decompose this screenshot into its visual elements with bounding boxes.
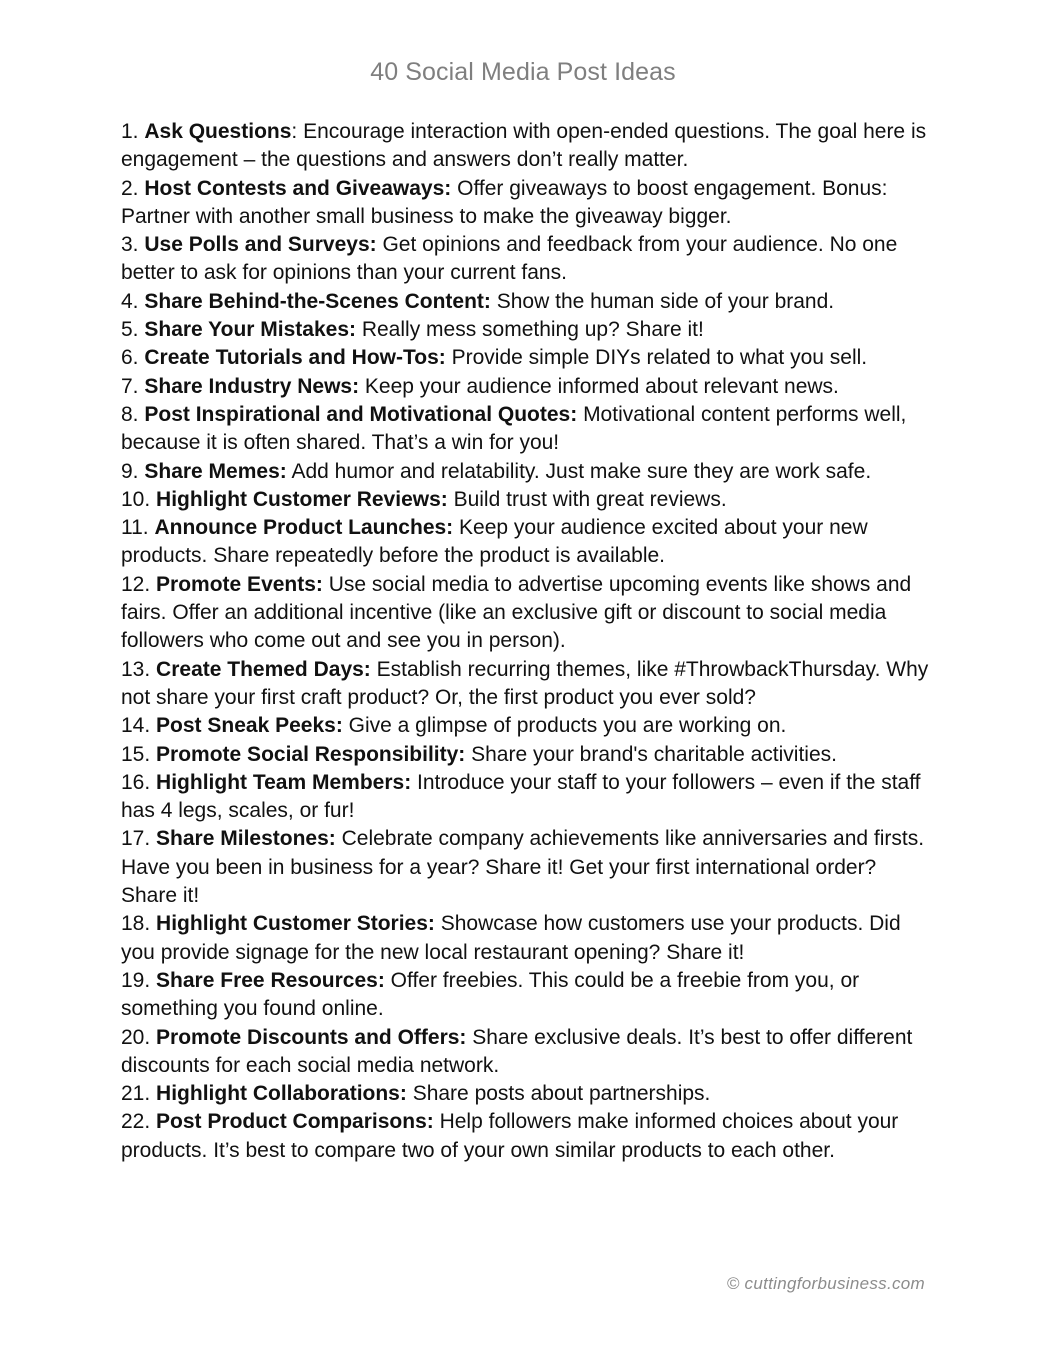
- item-heading: Share Industry News:: [144, 374, 360, 398]
- item-text: Get opinions and feedback from your audience. No one better to ask for opinions than your current fans.: [121, 233, 898, 285]
- item-heading: Announce Product Launches:: [154, 516, 454, 540]
- item-heading: Host Contests and Giveaways:: [144, 176, 452, 200]
- list-item: [121, 401, 931, 458]
- item-text: Introduce your staff to your followers – even if the staff has 4 legs, scales, or fur!: [121, 770, 921, 823]
- item-text: Give a glimpse of products you are working on.: [342, 714, 787, 738]
- list-item: [121, 571, 931, 656]
- list-item: [121, 118, 931, 175]
- item-text: Offer freebies. This could be a freebie from you, or something you found online.: [121, 968, 860, 1021]
- item-heading: Share Milestones:: [156, 827, 336, 851]
- list-item: [121, 175, 931, 232]
- item-text: Encourage interaction with open-ended questions. The goal here is engagement – the questions and answers don’t really matter.: [121, 120, 927, 172]
- item-number: 4.: [121, 289, 139, 313]
- item-text: Offer giveaways to boost engagement. Bonus: Partner with another small business to make the giveaway bigger.: [121, 176, 888, 228]
- list-item: [121, 656, 931, 713]
- item-number: 11.: [121, 516, 149, 540]
- item-heading: Promote Events:: [156, 572, 323, 596]
- list-item: [121, 967, 931, 1024]
- item-heading: Post Sneak Peeks:: [156, 714, 343, 738]
- list-item: [121, 712, 931, 740]
- copyright-footer: © cuttingforbusiness.com: [726, 1274, 925, 1293]
- item-text: Help followers make informed choices about your products. It’s best to compare two of your own similar products to each other.: [121, 1110, 899, 1162]
- item-heading: Share Free Resources:: [156, 968, 385, 992]
- item-number: 16.: [121, 770, 151, 794]
- item-text: Use social media to advertise upcoming events like shows and fairs. Offer an additional incentive (like an exclusive gift or discount to social media followers who come out and see you in person).: [121, 572, 912, 653]
- item-number: 7.: [121, 374, 139, 398]
- list-item: [121, 231, 931, 288]
- item-text: Establish recurring themes, like #ThrowbackThursday. Why not share your first craft product? Or, the first product you ever sold?: [121, 657, 929, 709]
- item-number: 8.: [121, 402, 139, 426]
- item-number: 9.: [121, 459, 139, 483]
- page-title: 40 Social Media Post Ideas: [370, 58, 676, 86]
- item-number: 3.: [121, 233, 139, 257]
- item-number: 17.: [121, 827, 151, 851]
- item-number: 10.: [121, 487, 151, 511]
- item-heading: Share Behind-the-Scenes Content:: [144, 289, 491, 313]
- list-item: [121, 486, 931, 514]
- item-heading: Create Tutorials and How-Tos:: [144, 346, 446, 370]
- item-number: 15.: [121, 742, 151, 766]
- item-heading: Promote Discounts and Offers:: [156, 1025, 467, 1049]
- item-heading: Post Product Comparisons:: [156, 1110, 434, 1134]
- list-item: [121, 1024, 931, 1081]
- item-text: Share your brand's charitable activities.: [465, 742, 837, 766]
- item-text: Show the human side of your brand.: [490, 289, 835, 313]
- item-number: 1.: [121, 120, 139, 143]
- item-text: Showcase how customers use your products. Did you provide signage for the new local restaurant opening? Share it!: [121, 912, 901, 964]
- item-number: 2.: [121, 176, 139, 200]
- list-item: [121, 741, 931, 769]
- list-item: [121, 316, 931, 344]
- item-number: 18.: [121, 912, 151, 936]
- item-number: 13.: [121, 657, 151, 681]
- item-number: 14.: [121, 714, 151, 738]
- item-heading: Highlight Collaborations:: [156, 1082, 407, 1106]
- item-heading: Highlight Customer Stories:: [156, 912, 435, 936]
- list-item: [121, 373, 931, 401]
- list-item: [121, 458, 931, 486]
- item-heading: Post Inspirational and Motivational Quotes:: [144, 402, 578, 426]
- item-text: Share posts about partnerships.: [406, 1082, 711, 1106]
- item-heading: Create Themed Days:: [156, 657, 371, 681]
- item-number: 22.: [121, 1110, 151, 1134]
- item-number: 19.: [121, 968, 151, 992]
- list-item: [121, 1108, 931, 1165]
- list-item: [121, 825, 931, 910]
- list-item: [121, 288, 931, 316]
- list-item: [121, 769, 931, 826]
- item-text: Keep your audience informed about relevant news.: [359, 374, 839, 398]
- item-text: Celebrate company achievements like anniversaries and firsts. Have you been in business for a year? Share it! Get your first international order? Share it!: [121, 827, 925, 908]
- list-item: [121, 344, 931, 372]
- item-number: 21.: [121, 1082, 151, 1106]
- item-separator: :: [291, 120, 298, 143]
- item-heading: Promote Social Responsibility:: [156, 742, 466, 766]
- item-text: Share exclusive deals. It’s best to offer different discounts for each social media network.: [121, 1025, 913, 1077]
- ideas-list: [121, 118, 931, 1165]
- item-text: Add humor and relatability. Just make sure they are work safe.: [286, 459, 872, 483]
- item-text: Motivational content performs well, because it is often shared. That’s a win for you!: [121, 402, 907, 455]
- list-item: [121, 1080, 931, 1108]
- item-number: 20.: [121, 1025, 151, 1049]
- item-number: 6.: [121, 346, 139, 370]
- list-item: [121, 910, 931, 967]
- item-number: 12.: [121, 572, 151, 596]
- item-heading: Use Polls and Surveys:: [144, 233, 377, 257]
- item-heading: Ask Questions: [144, 120, 292, 143]
- item-text: Build trust with great reviews.: [447, 487, 727, 511]
- item-heading: Share Memes:: [144, 459, 287, 483]
- item-heading: Highlight Customer Reviews:: [156, 487, 448, 511]
- item-heading: Highlight Team Members:: [156, 770, 412, 794]
- item-text: Keep your audience excited about your new products. Share repeatedly before the product is available.: [121, 516, 868, 568]
- item-heading: Share Your Mistakes:: [144, 318, 356, 342]
- list-item: [121, 514, 931, 571]
- item-text: Really mess something up? Share it!: [356, 318, 704, 342]
- item-text: Provide simple DIYs related to what you sell.: [445, 346, 868, 370]
- item-number: 5.: [121, 318, 139, 342]
